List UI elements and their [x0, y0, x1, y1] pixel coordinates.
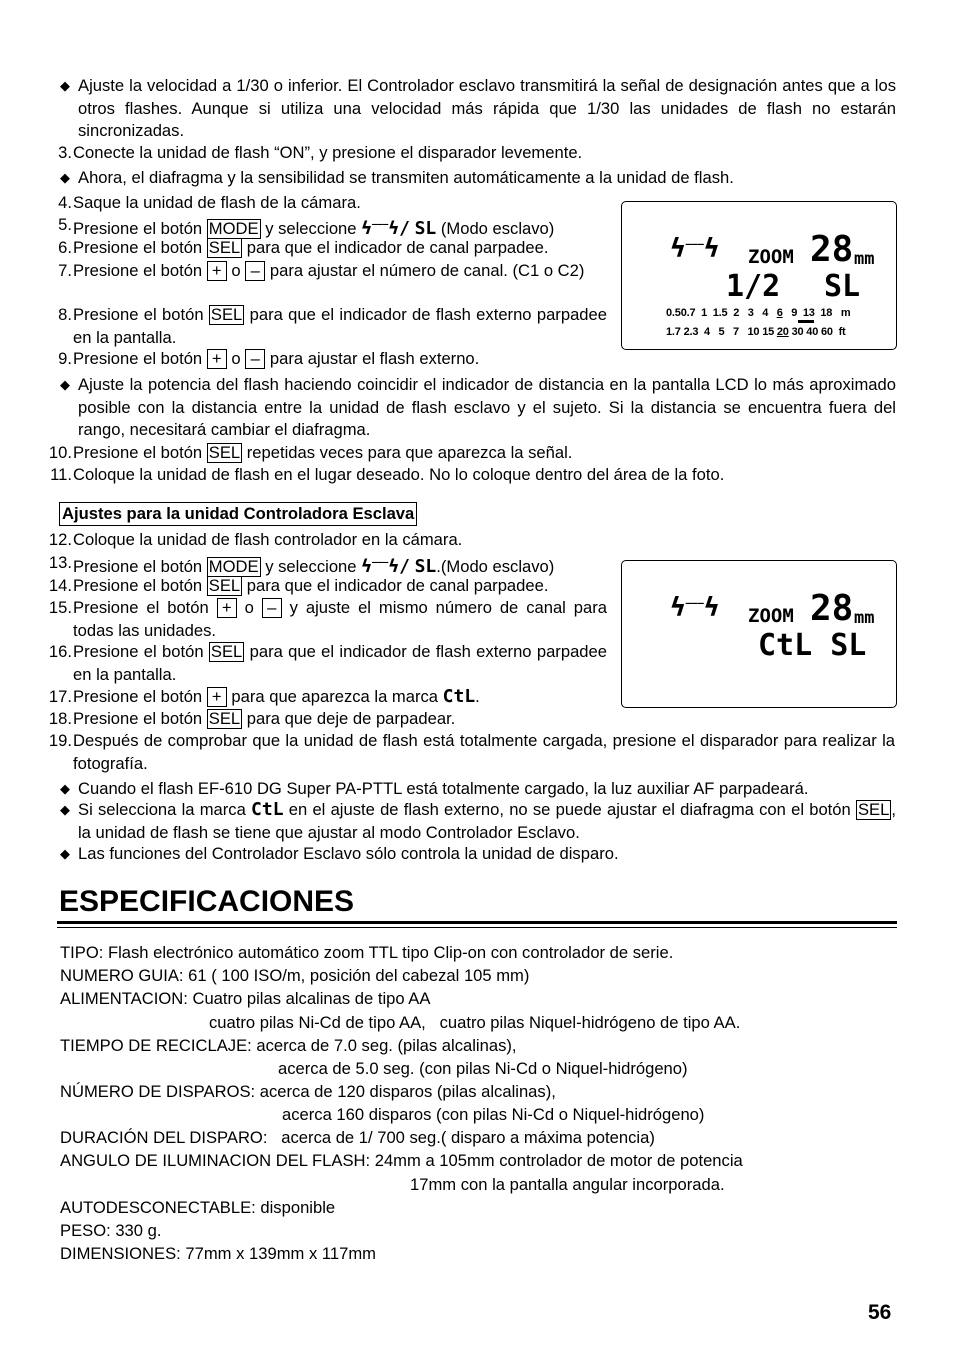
plus-button-label: + [217, 598, 237, 618]
spec-alimentacion: ALIMENTACION: Cuatro pilas alcalinas de tipo AA [60, 989, 431, 1008]
heading-rule-thin [57, 927, 897, 928]
minus-button-label: – [245, 349, 265, 369]
sel-button-label: SEL [210, 305, 243, 324]
mode-button-label: MODE [208, 557, 259, 576]
lcd-mode-sl: SL [824, 269, 861, 304]
spec-dimensiones: DIMENSIONES: 77mm x 139mm x 117mm [60, 1244, 376, 1263]
sel-button-label: SEL [857, 800, 890, 819]
spec-duracion-disparo: DURACIÓN DEL DISPARO: acerca de 1/ 700 seg.( disparo a máxima potencia) [60, 1128, 655, 1147]
plus-button-label: + [207, 349, 227, 369]
flash-icon: ϟ‒‒‒ϟ [670, 233, 720, 264]
lcd-mm-label: mm [854, 608, 875, 628]
lcd-zoom-value: 28 [810, 229, 854, 270]
slave-mode-glyph: SL [414, 218, 437, 239]
spec-angulo-iluminacion: ANGULO DE ILUMINACION DEL FLASH: 24mm a 105mm controlador de motor de potencia [60, 1151, 743, 1170]
lcd-zoom-value: 28 [810, 588, 854, 629]
plus-button-label: + [207, 687, 227, 707]
sel-button-label: SEL [208, 709, 241, 728]
minus-button-label: – [262, 598, 282, 618]
ctl-glyph: CtL [442, 686, 476, 707]
minus-button-label: – [245, 261, 265, 281]
bullet-controller-functions: ◆ Las funciones del Controlador Esclavo sólo controla la unidad de disparo. [60, 843, 896, 866]
spec-tiempo-reciclaje: TIEMPO DE RECICLAJE: acerca de 7.0 seg. (pilas alcalinas), [60, 1036, 517, 1055]
lcd-display-controller [621, 560, 897, 708]
spec-numero-disparos-cont: acerca 160 disparos (con pilas Ni-Cd o Niquel-hidrógeno) [282, 1105, 705, 1124]
sel-button-label: SEL [208, 443, 241, 462]
mode-button-label: MODE [208, 219, 259, 238]
spec-numero-guia: NUMERO GUIA: 61 ( 100 ISO/m, posición del cabezal 105 mm) [60, 966, 530, 985]
bullet-af-light: ◆ Cuando el flash EF-610 DG Super PA-PTTL está totalmente cargado, la luz auxiliar AF parpadeará. [60, 778, 896, 801]
bullet-aperture-transmit: ◆ Ahora, el diafragma y la sensibilidad se transmiten automáticamente a la unidad de flash. [60, 167, 896, 190]
slave-mode-glyph: SL [414, 556, 437, 577]
lcd-mm-label: mm [854, 249, 875, 269]
slave-flash-icon: ϟ‒‒‒ϟ/ [361, 218, 410, 239]
bullet-shutter-speed: ◆ Ajuste la velocidad a 1/30 o inferior. El Controlador esclavo transmitirá la señal de designación antes que a los otros flashes. Aunque si utiliza una velocidad más rápida que 1/30 las unidades de flash no estarán sincronizadas. [60, 75, 896, 143]
spec-tiempo-reciclaje-cont: acerca de 5.0 seg. (con pilas Ni-Cd o Niquel-hidrógeno) [278, 1059, 688, 1078]
lcd-display-slave [621, 201, 897, 350]
spec-angulo-iluminacion-cont: 17mm con la pantalla angular incorporada. [410, 1175, 725, 1194]
ctl-glyph: CtL [251, 799, 284, 820]
lcd-ctl-sl: CtL SL [758, 628, 867, 663]
spec-tipo: TIPO: Flash electrónico automático zoom TTL tipo Clip-on con controlador de serie. [60, 943, 674, 962]
spec-alimentacion-cont: cuatro pilas Ni-Cd de tipo AA, cuatro pilas Niquel-hidrógeno de tipo AA. [209, 1013, 741, 1032]
lcd-distance-scale-ft: 1.7 2.3 4 5 7 10 15 20 30 40 60 ft [666, 326, 846, 338]
lcd-distance-marker [798, 320, 814, 323]
flash-icon: ϟ‒‒‒ϟ [670, 592, 720, 623]
specs-heading: ESPECIFICACIONES [59, 885, 355, 918]
section-title: Ajustes para la unidad Controladora Esclava [59, 502, 417, 526]
page-number: 56 [868, 1301, 892, 1324]
slave-flash-icon: ϟ‒‒‒ϟ/ [361, 556, 410, 577]
plus-button-label: + [207, 261, 227, 281]
spec-numero-disparos: NÚMERO DE DISPAROS: acerca de 120 disparos (pilas alcalinas), [60, 1082, 556, 1101]
spec-peso: PESO: 330 g. [60, 1221, 162, 1240]
bullet-flash-power: ◆ Ajuste la potencia del flash haciendo coincidir el indicador de distancia en la pantalla LCD lo más aproximado posible con la distancia entre la unidad de flash esclavo y el sujeto. Si la distancia se encuentra fuera del rango, necesitará cambiar el diafragma. [60, 374, 896, 442]
lcd-zoom-label: ZOOM [748, 246, 794, 268]
spec-autodesconectable: AUTODESCONECTABLE: disponible [60, 1198, 336, 1217]
sel-button-label: SEL [210, 642, 243, 661]
heading-rule-thick [57, 921, 897, 924]
sel-button-label: SEL [208, 238, 241, 257]
lcd-distance-scale-m: 0.50.7 1 1.5 2 3 4 6 9 13 18 m [666, 307, 851, 319]
sel-button-label: SEL [208, 576, 241, 595]
lcd-power-ratio: 1/2 [726, 269, 781, 304]
bullet-ctl-mark: ◆ Si selecciona la marca CtL en el ajuste de flash externo, no se puede ajustar el diafragma con el botón SEL , la unidad de flash se tiene que ajustar al modo Controlador Esclavo. [60, 799, 896, 844]
lcd-zoom-label: ZOOM [748, 605, 794, 627]
